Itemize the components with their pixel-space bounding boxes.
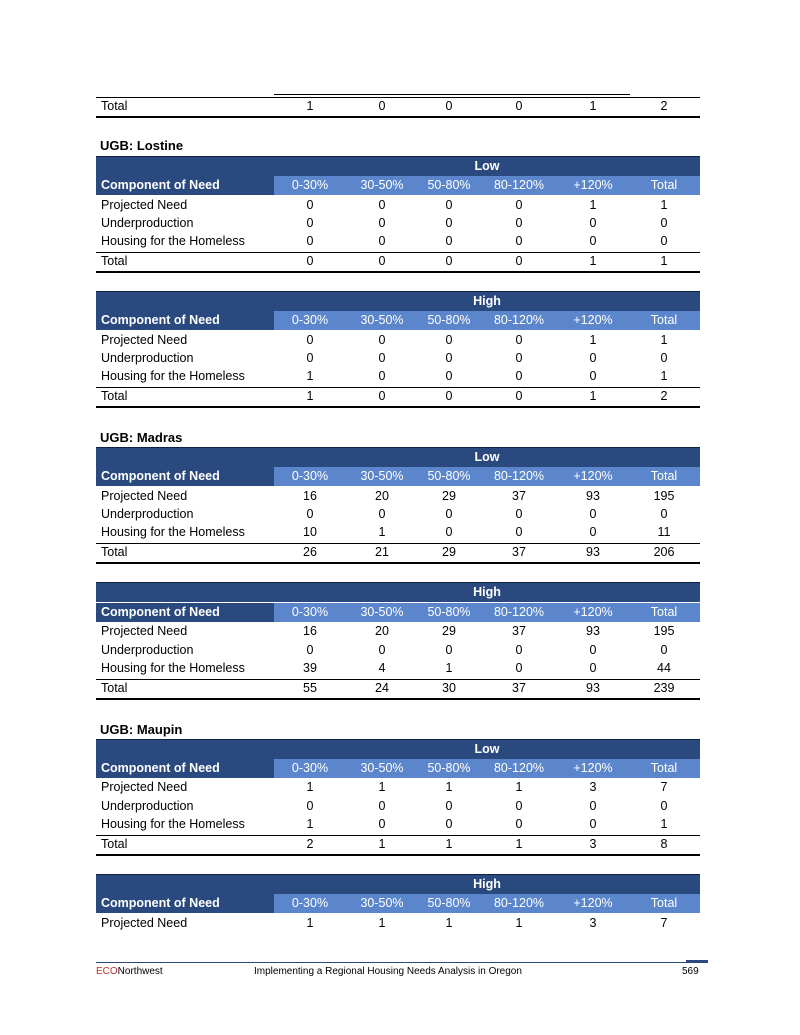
cell: 1 <box>306 389 314 403</box>
cell: 37 <box>512 489 526 503</box>
section-title-maupin: UGB: Maupin <box>100 722 183 737</box>
cell: 0 <box>515 389 523 403</box>
row-label: Total <box>101 254 128 268</box>
col-header: 50-80% <box>427 178 471 192</box>
col-header-component: Component of Need <box>96 311 274 330</box>
cell: 11 <box>657 525 671 539</box>
scenario-header <box>96 291 700 311</box>
scenario-label: Low <box>474 742 500 756</box>
cell: 20 <box>375 489 389 503</box>
cell: 0 <box>378 351 386 365</box>
cell: 1 <box>589 99 597 113</box>
cell: 206 <box>653 545 675 559</box>
column-header-row <box>96 467 700 486</box>
col-header: +120% <box>573 761 613 775</box>
cell: 16 <box>303 489 317 503</box>
cell: 0 <box>445 643 453 657</box>
col-header: 30-50% <box>360 313 404 327</box>
col-header: 50-80% <box>427 761 471 775</box>
cell: 0 <box>306 216 314 230</box>
row-label: Total <box>101 99 128 113</box>
total-row <box>96 252 700 273</box>
cell: 0 <box>660 643 668 657</box>
cell: 0 <box>445 525 453 539</box>
scenario-header <box>96 874 700 894</box>
col-header: 30-50% <box>360 469 404 483</box>
table-row <box>96 523 700 542</box>
cell: 0 <box>589 507 597 521</box>
total-row <box>96 543 700 564</box>
col-header: 30-50% <box>360 178 404 192</box>
cell: 1 <box>660 198 668 212</box>
cell: 0 <box>515 799 523 813</box>
cell: 0 <box>306 351 314 365</box>
carryover-total-row <box>96 97 700 118</box>
column-header-row <box>96 176 700 195</box>
col-header: +120% <box>573 313 613 327</box>
cell: 1 <box>306 369 314 383</box>
cell: 29 <box>442 489 456 503</box>
cell: 0 <box>445 99 453 113</box>
col-header: Total <box>650 605 678 619</box>
row-label: Projected Need <box>101 624 188 638</box>
row-label: Underproduction <box>101 351 194 365</box>
footer-doc-title: Implementing a Regional Housing Needs Analysis in Oregon <box>254 966 522 977</box>
cell: 0 <box>589 643 597 657</box>
col-header: +120% <box>573 178 613 192</box>
cell: 3 <box>589 916 597 930</box>
cell: 1 <box>660 254 668 268</box>
cell: 0 <box>515 661 523 675</box>
cell: 1 <box>660 369 668 383</box>
cell: 0 <box>515 351 523 365</box>
cell: 29 <box>442 624 456 638</box>
cell: 2 <box>660 389 668 403</box>
cell: 0 <box>589 234 597 248</box>
column-header-row <box>96 311 700 330</box>
column-header-row <box>96 603 700 622</box>
col-header: Total <box>650 896 678 910</box>
cell: 93 <box>586 681 600 695</box>
col-header: Total <box>650 178 678 192</box>
col-header-component: Component of Need <box>96 176 274 195</box>
cell: 1 <box>589 198 597 212</box>
row-label: Total <box>101 837 128 851</box>
cell: 10 <box>303 525 317 539</box>
cell: 0 <box>445 507 453 521</box>
cell: 0 <box>306 333 314 347</box>
cell: 7 <box>660 916 668 930</box>
cell: 0 <box>515 369 523 383</box>
table-row <box>96 367 700 386</box>
scenario-header <box>96 582 700 602</box>
col-header: 0-30% <box>291 469 329 483</box>
cell: 16 <box>303 624 317 638</box>
cell: 24 <box>375 681 389 695</box>
cell: 0 <box>378 817 386 831</box>
col-header: 0-30% <box>291 178 329 192</box>
scenario-header <box>96 739 700 759</box>
cell: 0 <box>589 525 597 539</box>
cell: 93 <box>586 489 600 503</box>
cell: 37 <box>512 624 526 638</box>
col-header-component: Component of Need <box>96 467 274 486</box>
cell: 0 <box>445 369 453 383</box>
total-row <box>96 387 700 408</box>
cell: 0 <box>515 234 523 248</box>
cell: 0 <box>445 799 453 813</box>
cell: 21 <box>375 545 389 559</box>
cell: 0 <box>515 817 523 831</box>
cell: 1 <box>515 780 523 794</box>
row-label: Total <box>101 545 128 559</box>
cell: 1 <box>445 837 453 851</box>
footer-rule <box>96 962 708 963</box>
cell: 29 <box>442 545 456 559</box>
table-row <box>96 778 700 797</box>
scenario-label: High <box>473 294 501 308</box>
scenario-header <box>96 447 700 467</box>
row-label: Total <box>101 389 128 403</box>
cell: 30 <box>442 681 456 695</box>
cell: 1 <box>589 389 597 403</box>
cell: 0 <box>445 234 453 248</box>
cell: 0 <box>445 333 453 347</box>
page-number: 569 <box>682 966 699 977</box>
col-header: Total <box>650 469 678 483</box>
table-top-rule <box>274 94 630 95</box>
row-label: Housing for the Homeless <box>101 661 245 675</box>
brand-rest: Northwest <box>117 966 163 977</box>
cell: 55 <box>303 681 317 695</box>
table-row <box>96 331 700 350</box>
row-label: Underproduction <box>101 799 194 813</box>
cell: 195 <box>653 624 675 638</box>
table-row <box>96 797 700 816</box>
cell: 0 <box>306 799 314 813</box>
scenario-label: High <box>473 585 501 599</box>
cell: 1 <box>306 916 314 930</box>
col-header: 80-120% <box>493 896 545 910</box>
col-header: 0-30% <box>291 313 329 327</box>
col-header: +120% <box>573 605 613 619</box>
col-header: 80-120% <box>493 469 545 483</box>
cell: 4 <box>378 661 386 675</box>
cell: 1 <box>445 661 453 675</box>
cell: 0 <box>378 198 386 212</box>
row-label: Total <box>101 681 128 695</box>
cell: 39 <box>303 661 317 675</box>
cell: 0 <box>378 369 386 383</box>
row-label: Housing for the Homeless <box>101 525 245 539</box>
cell: 1 <box>515 837 523 851</box>
cell: 0 <box>660 234 668 248</box>
cell: 2 <box>306 837 314 851</box>
cell: 0 <box>306 234 314 248</box>
cell: 0 <box>378 216 386 230</box>
cell: 0 <box>515 525 523 539</box>
row-label: Underproduction <box>101 507 194 521</box>
cell: 1 <box>589 333 597 347</box>
cell: 3 <box>589 780 597 794</box>
cell: 1 <box>589 254 597 268</box>
cell: 0 <box>515 507 523 521</box>
cell: 0 <box>589 661 597 675</box>
cell: 0 <box>515 643 523 657</box>
column-header-row <box>96 894 700 913</box>
scenario-label: Low <box>474 450 500 464</box>
cell: 0 <box>306 643 314 657</box>
cell: 1 <box>306 99 314 113</box>
row-label: Underproduction <box>101 216 194 230</box>
row-label: Projected Need <box>101 198 188 212</box>
table-row <box>96 487 700 506</box>
cell: 1 <box>378 837 386 851</box>
cell: 0 <box>378 643 386 657</box>
cell: 0 <box>589 369 597 383</box>
col-header: 30-50% <box>360 896 404 910</box>
col-header: 50-80% <box>427 605 471 619</box>
col-header: Total <box>650 313 678 327</box>
scenario-header <box>96 156 700 176</box>
cell: 93 <box>586 624 600 638</box>
col-header-component: Component of Need <box>96 603 274 622</box>
col-header-component: Component of Need <box>96 759 274 778</box>
cell: 1 <box>515 916 523 930</box>
cell: 0 <box>378 389 386 403</box>
cell: 0 <box>589 817 597 831</box>
table-row <box>96 622 700 641</box>
cell: 0 <box>445 817 453 831</box>
cell: 26 <box>303 545 317 559</box>
cell: 0 <box>445 351 453 365</box>
cell: 0 <box>445 198 453 212</box>
col-header: +120% <box>573 469 613 483</box>
cell: 1 <box>660 817 668 831</box>
section-title-lostine: UGB: Lostine <box>100 138 184 153</box>
cell: 44 <box>657 661 671 675</box>
col-header: 50-80% <box>427 469 471 483</box>
col-header: 0-30% <box>291 605 329 619</box>
footer-accent <box>686 960 708 963</box>
table-row <box>96 349 700 368</box>
col-header: 50-80% <box>427 313 471 327</box>
cell: 2 <box>660 99 668 113</box>
cell: 0 <box>515 198 523 212</box>
cell: 195 <box>653 489 675 503</box>
cell: 0 <box>589 216 597 230</box>
table-row <box>96 214 700 233</box>
col-header: Total <box>650 761 678 775</box>
cell: 7 <box>660 780 668 794</box>
column-header-row <box>96 759 700 778</box>
cell: 1 <box>445 780 453 794</box>
cell: 0 <box>589 351 597 365</box>
col-header: 80-120% <box>493 178 545 192</box>
col-header: 80-120% <box>493 313 545 327</box>
table-row <box>96 196 700 215</box>
table-row <box>96 914 700 933</box>
row-label: Housing for the Homeless <box>101 369 245 383</box>
row-label: Projected Need <box>101 916 188 930</box>
col-header: 80-120% <box>493 761 545 775</box>
cell: 1 <box>306 780 314 794</box>
cell: 0 <box>515 254 523 268</box>
table-row <box>96 659 700 678</box>
cell: 0 <box>306 507 314 521</box>
cell: 1 <box>378 525 386 539</box>
cell: 8 <box>660 837 668 851</box>
cell: 37 <box>512 545 526 559</box>
cell: 0 <box>378 99 386 113</box>
row-label: Projected Need <box>101 489 188 503</box>
cell: 3 <box>589 837 597 851</box>
col-header-component: Component of Need <box>96 894 274 913</box>
col-header: 30-50% <box>360 761 404 775</box>
brand-econ: ECO <box>96 966 118 977</box>
cell: 0 <box>445 216 453 230</box>
row-label: Underproduction <box>101 643 194 657</box>
cell: 0 <box>378 799 386 813</box>
cell: 0 <box>445 254 453 268</box>
footer-brand <box>96 966 163 978</box>
table-row <box>96 505 700 524</box>
cell: 0 <box>306 198 314 212</box>
total-row <box>96 679 700 700</box>
cell: 0 <box>378 333 386 347</box>
cell: 20 <box>375 624 389 638</box>
cell: 239 <box>653 681 675 695</box>
scenario-label: Low <box>474 159 500 173</box>
row-label: Projected Need <box>101 780 188 794</box>
cell: 0 <box>378 234 386 248</box>
col-header: +120% <box>573 896 613 910</box>
cell: 0 <box>660 799 668 813</box>
cell: 1 <box>306 817 314 831</box>
cell: 93 <box>586 545 600 559</box>
cell: 1 <box>660 333 668 347</box>
cell: 0 <box>306 254 314 268</box>
cell: 0 <box>660 216 668 230</box>
cell: 0 <box>660 351 668 365</box>
cell: 0 <box>445 389 453 403</box>
col-header: 30-50% <box>360 605 404 619</box>
section-title-madras: UGB: Madras <box>100 430 183 445</box>
col-header: 0-30% <box>291 896 329 910</box>
cell: 0 <box>589 799 597 813</box>
row-label: Projected Need <box>101 333 188 347</box>
cell: 0 <box>660 507 668 521</box>
cell: 0 <box>515 333 523 347</box>
cell: 1 <box>378 780 386 794</box>
cell: 0 <box>515 99 523 113</box>
cell: 1 <box>378 916 386 930</box>
row-label: Housing for the Homeless <box>101 234 245 248</box>
table-row <box>96 641 700 660</box>
cell: 37 <box>512 681 526 695</box>
cell: 0 <box>515 216 523 230</box>
table-row <box>96 815 700 834</box>
cell: 0 <box>378 507 386 521</box>
row-label: Housing for the Homeless <box>101 817 245 831</box>
col-header: 0-30% <box>291 761 329 775</box>
scenario-label: High <box>473 877 501 891</box>
col-header: 50-80% <box>427 896 471 910</box>
total-row <box>96 835 700 856</box>
table-row <box>96 232 700 251</box>
cell: 0 <box>378 254 386 268</box>
col-header: 80-120% <box>493 605 545 619</box>
cell: 1 <box>445 916 453 930</box>
